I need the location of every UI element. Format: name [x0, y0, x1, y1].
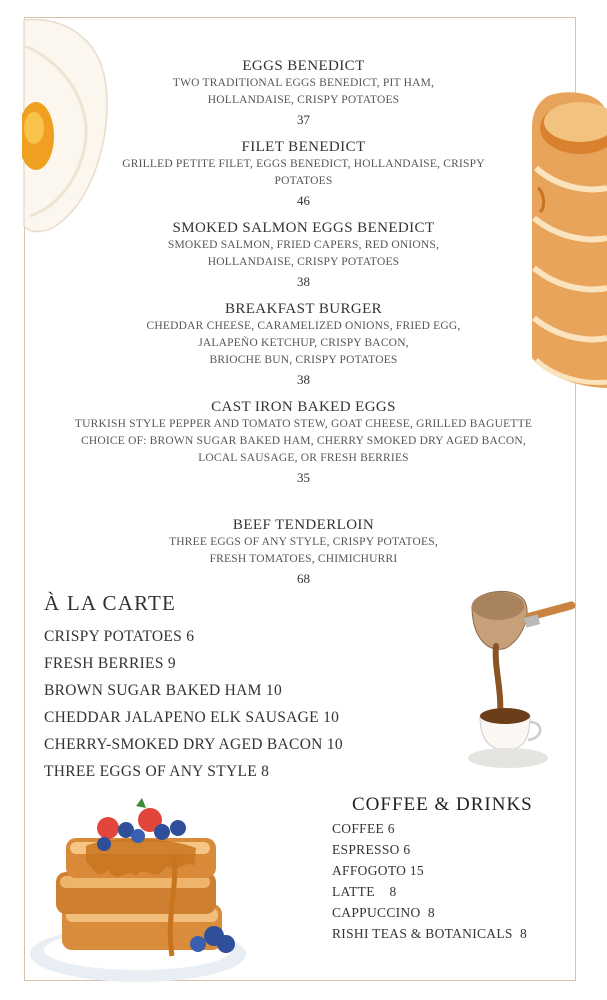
item-description: LOCAL SAUSAGE, OR FRESH BERRIES — [198, 452, 409, 464]
coffee-item: RISHI TEAS & BOTANICALS 8 — [332, 926, 528, 941]
coffee-drinks-heading: COFFEE & DRINKS — [352, 794, 533, 815]
item-name: BREAKFAST BURGER — [224, 301, 383, 317]
coffee-item: CAPPUCCINO 8 — [332, 905, 435, 920]
item-description: TURKISH STYLE PEPPER AND TOMATO STEW, GOAT CHEESE, GRILLED BAGUETTE — [74, 418, 533, 430]
coffee-item: ESPRESSO 6 — [332, 842, 411, 857]
item-name: EGGS BENEDICT — [242, 58, 365, 74]
item-description: TWO TRADITIONAL EGGS BENEDICT, PIT HAM, — [172, 77, 435, 89]
item-description: HOLLANDAISE, CRISPY POTATOES — [207, 94, 400, 106]
menu-item-eggs-benedict — [60, 57, 547, 129]
item-description: HOLLANDAISE, CRISPY POTATOES — [207, 256, 400, 268]
coffee-item: LATTE 8 — [332, 884, 397, 899]
coffee-pour-illustration — [466, 588, 581, 778]
menu-item-filet-benedict — [60, 138, 547, 210]
item-name: BEEF TENDERLOIN — [232, 517, 375, 533]
a-la-carte-heading: À LA CARTE — [44, 591, 177, 615]
a-la-carte-item: BROWN SUGAR BAKED HAM 10 — [44, 682, 282, 699]
a-la-carte-item: CRISPY POTATOES 6 — [44, 628, 195, 645]
item-description: JALAPEÑO KETCHUP, CRISPY BACON, — [198, 337, 409, 349]
a-la-carte-item: CHEDDAR JALAPENO ELK SAUSAGE 10 — [44, 709, 340, 726]
item-description: FRESH TOMATOES, CHIMICHURRI — [209, 553, 398, 565]
menu-item-smoked-salmon-benedict — [60, 219, 547, 291]
a-la-carte-item: CHERRY-SMOKED DRY AGED BACON 10 — [44, 736, 343, 753]
a-la-carte-item: THREE EGGS OF ANY STYLE 8 — [44, 763, 270, 780]
item-description: CHEDDAR CHEESE, CARAMELIZED ONIONS, FRIED EGG, — [146, 320, 461, 332]
item-price: 68 — [297, 571, 310, 586]
menu-item-cast-iron-baked-eggs — [40, 398, 567, 487]
item-description: GRILLED PETITE FILET, EGGS BENEDICT, HOLLANDAISE, CRISPY — [122, 158, 485, 170]
item-description: THREE EGGS OF ANY STYLE, CRISPY POTATOES, — [169, 536, 438, 548]
item-description: POTATOES — [274, 175, 333, 187]
item-price: 46 — [297, 193, 310, 208]
item-price: 38 — [297, 372, 310, 387]
coffee-item: COFFEE 6 — [332, 821, 395, 836]
item-description: CHOICE OF: BROWN SUGAR BAKED HAM, CHERRY SMOKED DRY AGED BACON, — [81, 435, 526, 447]
item-price: 38 — [297, 274, 310, 289]
menu-item-breakfast-burger — [60, 300, 547, 389]
french-toast-illustration — [26, 796, 250, 984]
item-price: 37 — [297, 112, 310, 127]
item-name: SMOKED SALMON EGGS BENEDICT — [172, 220, 435, 236]
coffee-item: AFFOGOTO 15 — [332, 863, 424, 878]
item-price: 35 — [297, 470, 310, 485]
item-description: SMOKED SALMON, FRIED CAPERS, RED ONIONS, — [167, 239, 440, 251]
a-la-carte-item: FRESH BERRIES 9 — [44, 655, 176, 672]
item-name: FILET BENEDICT — [241, 139, 366, 155]
menu-item-beef-tenderloin — [60, 516, 547, 588]
item-description: BRIOCHE BUN, CRISPY POTATOES — [209, 354, 398, 366]
item-name: CAST IRON BAKED EGGS — [211, 399, 396, 415]
